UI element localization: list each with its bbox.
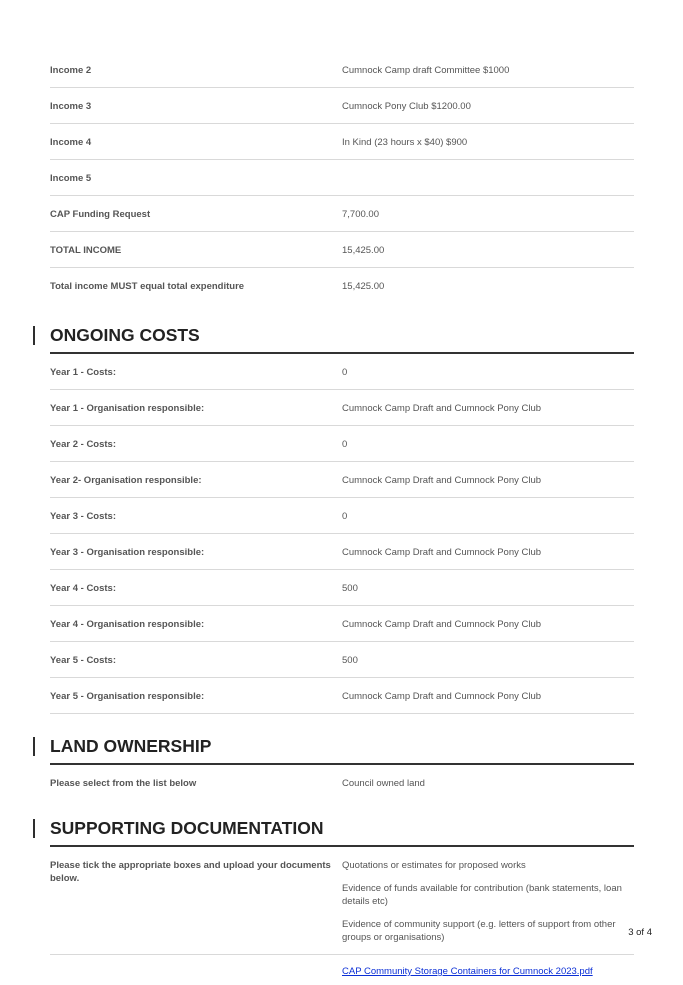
document-checklist [342,847,634,954]
field-label: Total income MUST equal total expenditure [50,281,245,292]
field-label: CAP Funding Request [50,209,151,220]
section-heading-ongoing-costs: ONGOING COSTS [50,325,634,354]
field-label: Year 1 - Costs: [50,367,116,378]
field-label: Income 2 [50,65,92,76]
field-value: 0 [342,439,348,450]
ongoing-cost-row [50,498,634,534]
attachment-row [50,955,634,985]
attachment-spacer [50,955,342,985]
income-row [50,232,634,268]
field-value: Cumnock Camp Draft and Cumnock Pony Club [342,403,542,414]
field-value: 15,425.00 [342,281,385,292]
section-heading-supporting-documentation: SUPPORTING DOCUMENTATION [50,818,634,847]
ongoing-cost-row [50,534,634,570]
income-table [50,52,634,303]
field-label: Year 3 - Costs: [50,511,116,522]
attachment-cell [342,955,634,985]
ongoing-cost-row [50,462,634,498]
income-row [50,124,634,160]
income-row [50,88,634,124]
field-label: Please tick the appropriate boxes and upload your documents below. [50,860,331,884]
checklist-item: Quotations or estimates for proposed works [342,860,526,871]
field-label: Year 1 - Organisation responsible: [50,403,205,414]
field-value [342,160,634,195]
field-label: Please select from the list below [50,778,197,789]
field-label: Income 5 [50,173,92,184]
field-value: 15,425.00 [342,245,385,256]
checklist-item: Evidence of funds available for contribution (bank statements, loan details etc) [342,883,622,907]
attachment-link[interactable]: CAP Community Storage Containers for Cumnock 2023.pdf [342,966,593,977]
field-value: 0 [342,511,348,522]
section-marker [33,819,35,838]
field-value: Cumnock Camp draft Committee $1000 [342,65,510,76]
supporting-documents-row [50,847,634,955]
field-value: Council owned land [342,778,425,789]
ongoing-cost-row [50,570,634,606]
field-value: Cumnock Camp Draft and Cumnock Pony Club [342,619,542,630]
field-label: Income 3 [50,101,92,112]
field-label: Year 5 - Costs: [50,655,116,666]
section-heading-land-ownership: LAND OWNERSHIP [50,736,634,765]
field-value: Cumnock Camp Draft and Cumnock Pony Club [342,475,542,486]
section-marker [33,737,35,756]
field-value: Cumnock Pony Club $1200.00 [342,101,471,112]
supporting-documentation-section [50,818,634,847]
field-label: Year 2- Organisation responsible: [50,475,202,486]
field-value: Cumnock Camp Draft and Cumnock Pony Club [342,547,542,558]
form-page [50,52,634,985]
field-label: Income 4 [50,137,92,148]
income-row [50,268,634,303]
checklist-item: Evidence of community support (e.g. letters of support from other groups or organisations) [342,919,616,943]
field-label: Year 2 - Costs: [50,439,116,450]
field-value: 500 [342,655,358,666]
income-row [50,52,634,88]
field-label: Year 5 - Organisation responsible: [50,691,205,702]
field-value: 0 [342,367,348,378]
ongoing-costs-section [50,325,634,354]
ongoing-cost-row [50,390,634,426]
land-ownership-row [50,765,634,800]
field-label: Year 3 - Organisation responsible: [50,547,205,558]
ongoing-cost-row [50,354,634,390]
field-label: Year 4 - Organisation responsible: [50,619,205,630]
field-value: 7,700.00 [342,209,379,220]
field-label: Year 4 - Costs: [50,583,116,594]
page-number: 3 of 4 [628,927,652,938]
field-value: In Kind (23 hours x $40) $900 [342,137,468,148]
section-marker [33,326,35,345]
ongoing-costs-table [50,354,634,714]
field-value: Cumnock Camp Draft and Cumnock Pony Club [342,691,542,702]
income-row [50,160,634,196]
field-value: 500 [342,583,358,594]
land-ownership-section [50,736,634,765]
income-row [50,196,634,232]
ongoing-cost-row [50,426,634,462]
ongoing-cost-row [50,642,634,678]
ongoing-cost-row [50,606,634,642]
field-label: TOTAL INCOME [50,245,122,256]
ongoing-cost-row [50,678,634,714]
